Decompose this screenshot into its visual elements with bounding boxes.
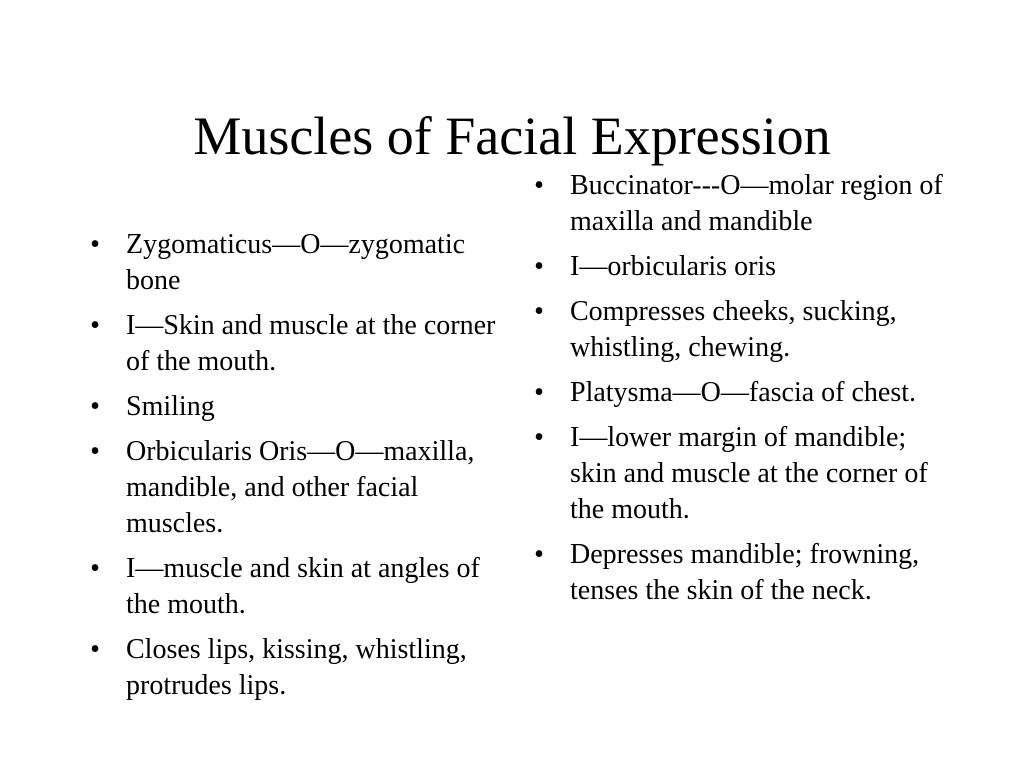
bullet-icon: • [90,436,100,467]
list-item [88,308,498,380]
bullet-text: Platysma—O—fascia of chest. [570,377,917,408]
bullet-text: Smiling [126,391,215,422]
bullet-text: Closes lips, kissing, whistling, protrudes lips. [126,634,467,701]
bullet-icon: • [90,391,100,422]
bullet-icon: • [534,377,544,408]
bullet-icon: • [534,422,544,453]
bullet-icon: • [534,539,544,570]
list-item [532,537,952,609]
bullet-text: I—muscle and skin at angles of the mouth. [126,553,480,620]
bullet-icon: • [90,634,100,665]
list-item [532,294,952,366]
list-item [532,375,952,411]
bullet-text: Orbicularis Oris—O—maxilla, mandible, and other facial muscles. [126,436,475,539]
bullet-icon: • [90,229,100,260]
bullet-icon: • [534,251,544,282]
left-bullet-list [88,227,498,713]
bullet-icon: • [90,553,100,584]
bullet-text: Buccinator---O—molar region of maxilla and mandible [570,170,943,237]
bullet-text: Depresses mandible; frowning, tenses the skin of the neck. [570,539,920,606]
list-item [88,389,498,425]
bullet-text: I—lower margin of mandible; skin and muscle at the corner of the mouth. [570,422,928,525]
bullet-icon: • [90,310,100,341]
list-item [88,434,498,542]
list-item [88,227,498,299]
bullet-text: I—Skin and muscle at the corner of the mouth. [126,310,496,377]
list-item [532,249,952,285]
bullet-text: Zygomaticus—O—zygomatic bone [126,229,466,296]
right-bullet-list [532,168,952,618]
bullet-icon: • [534,170,544,201]
bullet-text: Compresses cheeks, sucking, whistling, chewing. [570,296,897,363]
slide-title: Muscles of Facial Expression [193,106,831,166]
list-item [88,551,498,623]
list-item [88,632,498,704]
list-item [532,420,952,528]
list-item [532,168,952,240]
bullet-icon: • [534,296,544,327]
bullet-text: I—orbicularis oris [570,251,777,282]
